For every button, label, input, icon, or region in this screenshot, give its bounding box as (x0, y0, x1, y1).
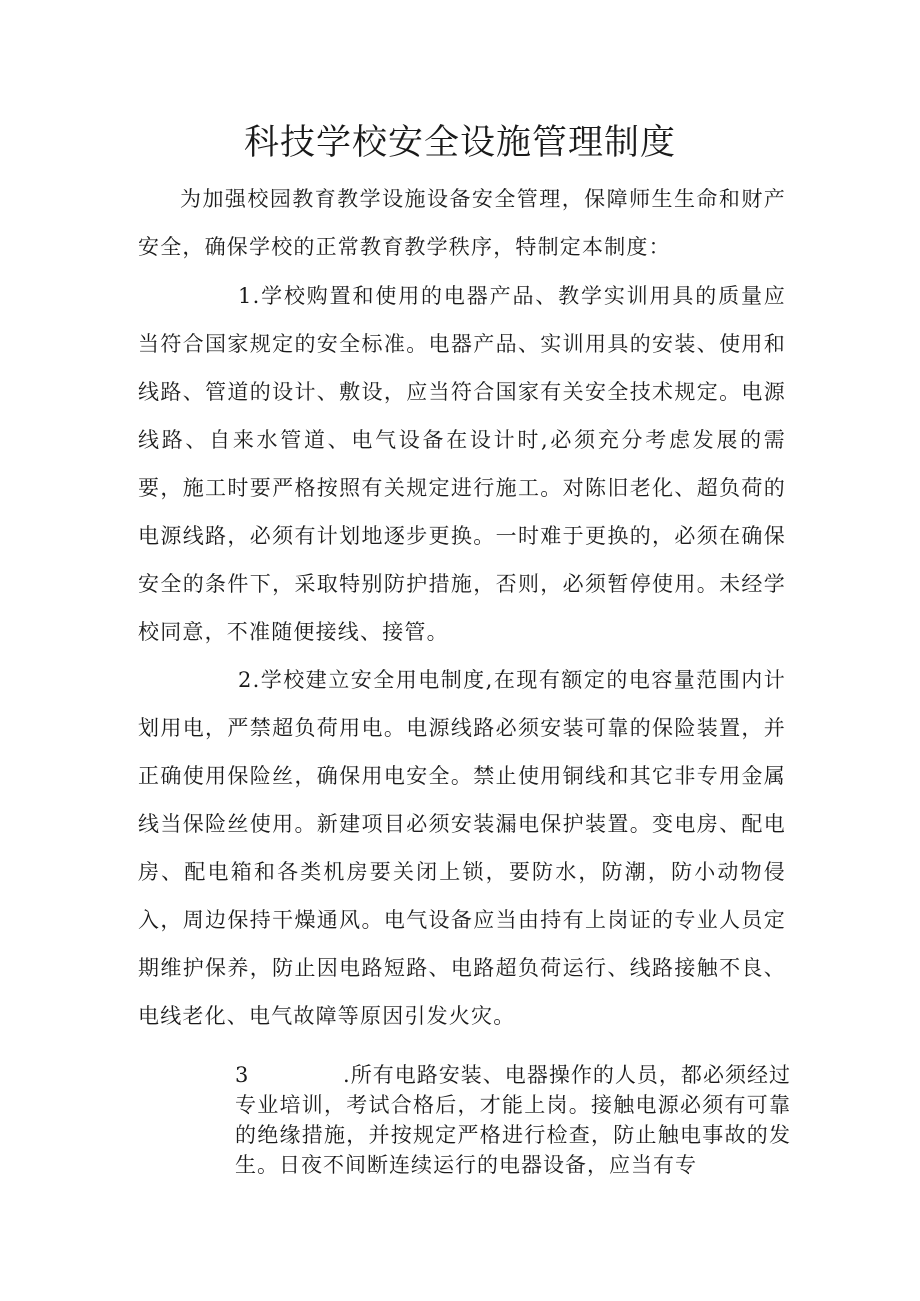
section-2-number: 2 (238, 668, 253, 692)
section-1-paragraph (138, 272, 786, 656)
section-1-number: 1 (238, 284, 253, 308)
intro-paragraph: 为加强校园教育教学设施设备安全管理，保障师生生命和财产安全，确保学校的正常教育教学秩序，特制定本制度： (138, 187, 786, 259)
section-1-text: .学校购置和使用的电器产品、教学实训用具的质量应当符合国家规定的安全标准。电器产品、实训用具的安装、使用和线路、管道的设计、敷设，应当符合国家有关安全技术规定。电源线路、自来水管道、电气设备在设计时,必须充分考虑发展的需要，施工时要严格按照有关规定进行施工。对陈旧老化、超负荷的电源线路，必须有计划地逐步更换。一时难于更换的，必须在确保安全的条件下，采取特别防护措施，否则，必须暂停使用。未经学校同意，不准随便接线、接管。 (138, 284, 786, 644)
section-3-number: 3 (235, 1063, 250, 1087)
section-2-text: .学校建立安全用电制度,在现有额定的电容量范围内计划用电，严禁超负荷用电。电源线路必须安装可靠的保险装置，并正确使用保险丝，确保用电安全。禁止使用铜线和其它非专用金属线当保险丝使用。新建项目必须安装漏电保护装置。变电房、配电房、配电箱和各类机房要关闭上锁，要防水，防潮，防小动物侵入，周边保持干燥通风。电气设备应当由持有上岗证的专业人员定期维护保养，防止因电路短路、电路超负荷运行、线路接触不良、电线老化、电气故障等原因引发火灾。 (138, 668, 786, 1028)
section-3-paragraph (235, 1060, 791, 1180)
section-3-text: .所有电路安装、电器操作的人员，都必须经过专业培训，考试合格后，才能上岗。接触电源必须有可靠的绝缘措施，并按规定严格进行检查，防止触电事故的发生。日夜不间断连续运行的电器设备，应当有专 (235, 1063, 791, 1177)
document-title: 科技学校安全设施管理制度 (243, 123, 676, 163)
section-2-paragraph (138, 656, 786, 1040)
